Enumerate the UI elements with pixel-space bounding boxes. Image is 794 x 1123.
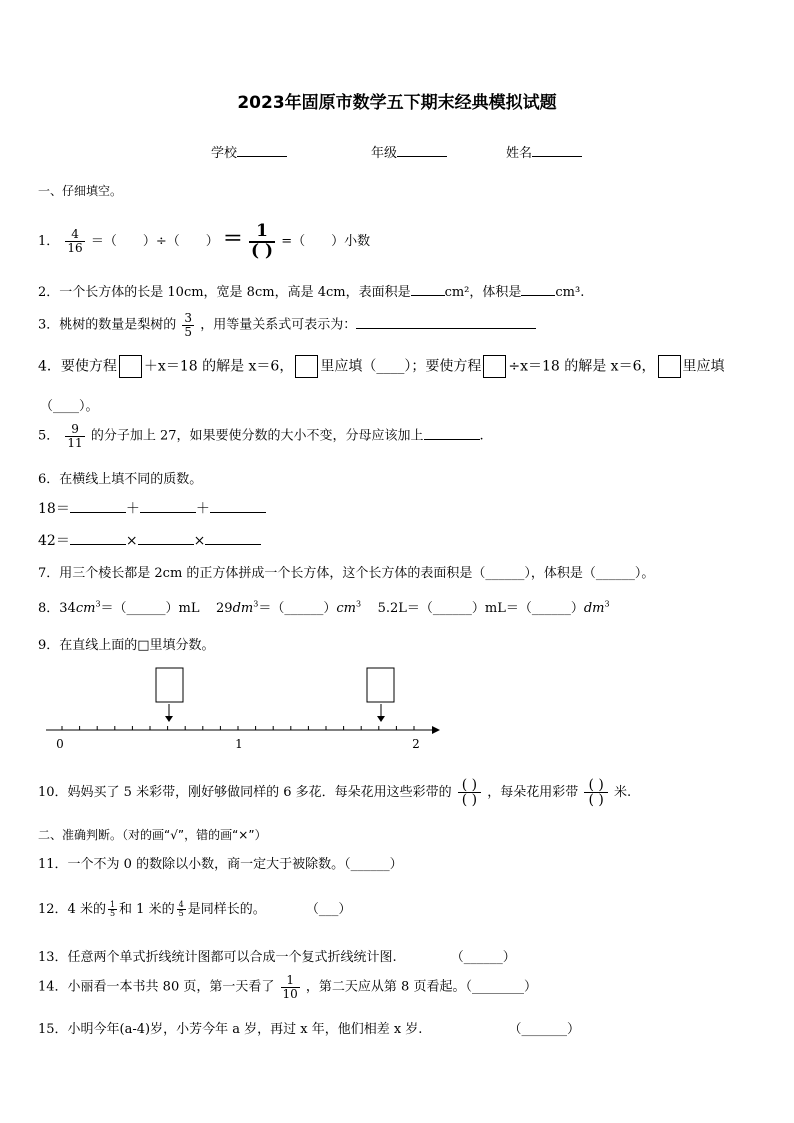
number-line-box-1[interactable]: [156, 668, 183, 702]
q6-blank[interactable]: [140, 500, 196, 513]
q6-line-42: 42＝ × ×: [38, 530, 261, 550]
q5-fraction: $\frac{9}{11}$: [67, 422, 83, 450]
q1-fraction: $\frac{4}{16}$: [67, 227, 83, 255]
tick-label-2: 2: [412, 737, 420, 751]
q4-box-4[interactable]: [658, 355, 681, 378]
tick-label-1: 1: [235, 737, 243, 751]
q6-blank[interactable]: [210, 500, 266, 513]
question-4-cont: （____）。: [40, 399, 99, 414]
question-4: 4．要使方程 ＋x＝18 的解是 x＝6， 里应填（____）；要使方程 ÷x＝18 的解是 x＝6， 里应填: [38, 355, 725, 378]
q13-paren[interactable]: （______）: [450, 950, 516, 965]
q6-blank[interactable]: [70, 500, 126, 513]
q1-number: 1．: [38, 234, 60, 249]
q6-blank[interactable]: [138, 532, 194, 545]
q6-blank[interactable]: [70, 532, 126, 545]
question-7: 7．用三个棱长都是 2cm 的正方体拼成一个长方体，这个长方体的表面积是（______），体积是（______）。: [38, 566, 655, 581]
question-13: 13．任意两个单式折线统计图都可以合成一个复式折线统计图. （______）: [38, 950, 516, 965]
grade-field[interactable]: [371, 142, 447, 161]
q10-fraction-blank-2[interactable]: $\frac{( )}{( )}$: [584, 778, 607, 807]
arrow-down-icon: [165, 716, 173, 722]
q4-box-1[interactable]: [119, 355, 142, 378]
section-1-heading: 一、仔细填空。: [38, 184, 123, 198]
tick-label-0: 0: [56, 737, 64, 751]
q12-paren[interactable]: （___）: [305, 902, 352, 917]
question-5: 5． $\frac{9}{11}$ 的分子加上 27，如果要使分数的大小不变，分母应该加上 .: [38, 422, 484, 450]
arrow-right-icon: [432, 726, 440, 734]
q1-eq: ＝（ ）÷（ ）: [90, 234, 219, 249]
grade-label: 年级: [371, 146, 398, 161]
school-field[interactable]: [211, 142, 287, 161]
q6-blank[interactable]: [205, 532, 261, 545]
name-label: 姓名: [506, 146, 533, 161]
q4-box-3[interactable]: [483, 355, 506, 378]
question-8: 8．$34cm^3=(\_\_\_\_\_\_)mL$ $29dm^3=(\_\_\_\_\_\_)cm^3$ $5.2L=(\_\_\_\_\_\_)mL=(\_\_\_\_\_\_)dm^3$: [38, 599, 610, 616]
page-title: 2023年固原市数学五下期末经典模拟试题: [237, 93, 557, 113]
q1-big-fraction: $\frac{1}{( )}$: [251, 220, 274, 261]
number-line-ticks: [62, 726, 414, 730]
q15-paren[interactable]: （_______）: [508, 1022, 580, 1037]
question-2: 2．一个长方体的长是 10cm，宽是 8cm，高是 4cm，表面积是 cm²，体积是 cm³.: [38, 285, 585, 300]
question-1: [38, 222, 370, 260]
section-2-heading: 二、准确判断。（对的画“√”，错的画“×”）: [38, 828, 267, 842]
question-11: 11．一个不为 0 的数除以小数，商一定大于被除数。（______）: [38, 857, 403, 872]
school-label: 学校: [211, 146, 238, 161]
q3-fraction: $\frac{3}{5}$: [184, 311, 193, 339]
q1-big-eq: ＝: [222, 226, 243, 250]
arrow-down-icon: [377, 716, 385, 722]
q10-fraction-blank-1[interactable]: $\frac{( )}{( )}$: [458, 778, 481, 807]
question-9: 9．在直线上面的□里填分数。: [38, 638, 215, 653]
name-field[interactable]: [506, 142, 582, 161]
q1-tail: =（ ）小数: [281, 234, 371, 249]
q3-answer-line[interactable]: [356, 316, 536, 329]
q6-line-18: 18＝ ＋ ＋: [38, 498, 266, 518]
question-6: 6．在横线上填不同的质数。: [38, 472, 203, 487]
question-14: 14．小丽看一本书共 80 页，第一天看了 $\frac{1}{10}$ ，第二天应从第 8 页看起。（________）: [38, 973, 537, 1001]
question-10: 10．妈妈买了 5 米彩带，刚好够做同样的 6 多花．每朵花用这些彩带的 $\frac{( )}{( )}$ ，每朵花用彩带 $\frac{( )}{( )}$ 米.: [38, 777, 632, 808]
q4-box-2[interactable]: [295, 355, 318, 378]
q5-answer-line[interactable]: [424, 427, 480, 440]
number-line: [40, 660, 440, 755]
number-line-box-2[interactable]: [367, 668, 394, 702]
question-15: 15．小明今年(a-4)岁，小芳今年 a 岁，再过 x 年，他们相差 x 岁. （_______）: [38, 1022, 580, 1037]
question-12: 12．4 米的 $\frac{1}{5}$ 和 1 米的 $\frac{4}{5}$ 是同样长的。 （___）: [38, 899, 352, 918]
question-3: 3．桃树的数量是梨树的 $\frac{3}{5}$ ，用等量关系式可表示为：: [38, 312, 536, 338]
